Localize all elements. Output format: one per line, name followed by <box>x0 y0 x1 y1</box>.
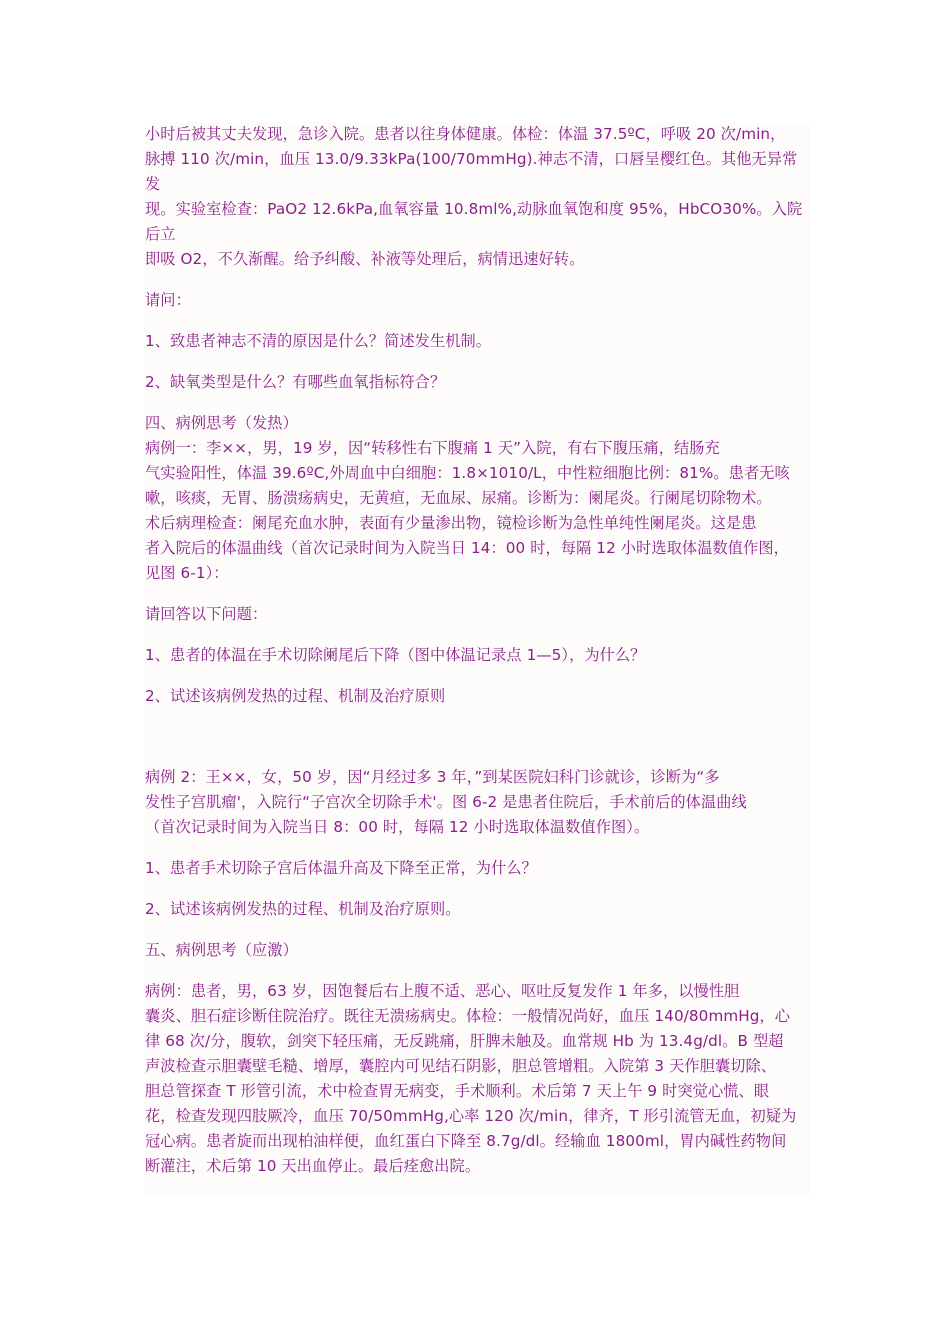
text-line: 声波检查示胆囊壁毛糙、增厚，囊腔内可见结石阴影，胆总管增粗。入院第 3 天作胆囊切除、 <box>145 1057 777 1075</box>
text-line: 嗽，咳痰，无胃、肠溃疡病史，无黄疸，无血尿、尿痛。诊断为：阑尾炎。行阑尾切除物术。 <box>145 489 772 507</box>
paragraph <box>145 684 810 709</box>
text-line: 发性子宫肌瘤'，入院行“子宫次全切除手术'。图 6-2 是患者住院后，手术前后的体温曲线 <box>145 793 747 811</box>
text-line: 2、试述该病例发热的过程、机制及治疗原则 <box>145 687 446 705</box>
text-line: 冠心病。患者旋而出现柏油样便，血红蛋白下降至 8.7g/dl。经输血 1800ml，胃内碱性药物间 <box>145 1132 787 1150</box>
text-line: 断灌注，术后第 10 天出血停止。最后痊愈出院。 <box>145 1157 481 1175</box>
text-line: 律 68 次/分，腹软，剑突下轻压痛，无反跳痛，肝脾未触及。血常规 Hb 为 13.4g/dl。B 型超 <box>145 1032 784 1050</box>
text-line: 术后病理检查：阑尾充血水肿，表面有少量渗出物，镜检诊断为急性单纯性阑尾炎。这是患 <box>145 514 757 532</box>
text-line: 现。实验室检查：PaO2 12.6kPa,血氧容量 10.8ml%,动脉血氧饱和度 95%，HbCO30%。入院 <box>145 200 803 218</box>
text-line: 病例：患者，男，63 岁，因饱餐后右上腹不适、恶心、呕吐反复发作 1 年多，以慢性胆 <box>145 982 740 1000</box>
text-line: 即吸 O2，不久渐醒。给予纠酸、补液等处理后，病情迅速好转。 <box>145 250 585 268</box>
text-line: 胆总管探查 T 形管引流，术中检查胃无病变，手术顺利。术后第 7 天上午 9 时突觉心慌、眼 <box>145 1082 770 1100</box>
paragraph <box>145 602 810 627</box>
paragraph <box>145 329 810 354</box>
text-line: 病例一：李××，男，19 岁，因“转移性右下腹痛 1 天”入院，有右下腹压痛，结肠充 <box>145 439 720 457</box>
paragraph <box>145 897 810 922</box>
text-line: 后立 <box>145 225 176 243</box>
text-line: 发 <box>145 175 161 193</box>
text-line: （首次记录时间为入院当日 8：00 时，每隔 12 小时选取体温数值作图）。 <box>145 818 650 836</box>
text-line: 四、病例思考（发热） <box>145 414 298 432</box>
paragraph <box>145 938 810 963</box>
text-line: 花，检查发现四肢厥冷，血压 70/50mmHg,心率 120 次/min，律齐，T 形引流管无血，初疑为 <box>145 1107 797 1125</box>
text-line: 脉搏 110 次/min，血压 13.0/9.33kPa(100/70mmHg).神志不清，口唇呈樱红色。其他无异常 <box>145 150 798 168</box>
paragraph <box>145 765 810 840</box>
text-line: 1、患者的体温在手术切除阑尾后下降（图中体温记录点 1—5），为什么？ <box>145 646 646 664</box>
paragraph <box>145 856 810 881</box>
text-line: 2、缺氧类型是什么？有哪些血氧指标符合？ <box>145 373 446 391</box>
text-line: 请问： <box>145 291 191 309</box>
text-line: 1、致患者神志不清的原因是什么？简述发生机制。 <box>145 332 492 350</box>
paragraph <box>145 122 810 272</box>
text-line: 1、患者手术切除子宫后体温升高及下降至正常，为什么？ <box>145 859 537 877</box>
paragraph <box>145 288 810 313</box>
text-line: 2、试述该病例发热的过程、机制及治疗原则。 <box>145 900 461 918</box>
text-line: 小时后被其丈夫发现，急诊入院。患者以往身体健康。体检：体温 37.5ºC，呼吸 20 次/min， <box>145 125 786 143</box>
document-body <box>145 122 810 1195</box>
text-line: 气实验阳性，体温 39.6ºC,外周血中白细胞：1.8×1010/L，中性粒细胞比例：81%。患者无咳 <box>145 464 790 482</box>
text-line: 五、病例思考（应激） <box>145 941 298 959</box>
text-line: 者入院后的体温曲线（首次记录时间为入院当日 14：00 时，每隔 12 小时选取体温数值作图， <box>145 539 789 557</box>
text-line: 病例 2：王××，女，50 岁，因“月经过多 3 年，”到某医院妇科门诊就诊，诊断为“多 <box>145 768 720 786</box>
paragraph <box>145 370 810 395</box>
paragraph <box>145 979 810 1179</box>
section-gap <box>145 725 810 765</box>
text-line: 见图 6-1）： <box>145 564 229 582</box>
paragraph <box>145 411 810 586</box>
text-line: 囊炎、胆石症诊断住院治疗。既往无溃疡病史。体检：一般情况尚好，血压 140/80mmHg，心 <box>145 1007 791 1025</box>
text-line: 请回答以下问题： <box>145 605 268 623</box>
paragraph <box>145 643 810 668</box>
